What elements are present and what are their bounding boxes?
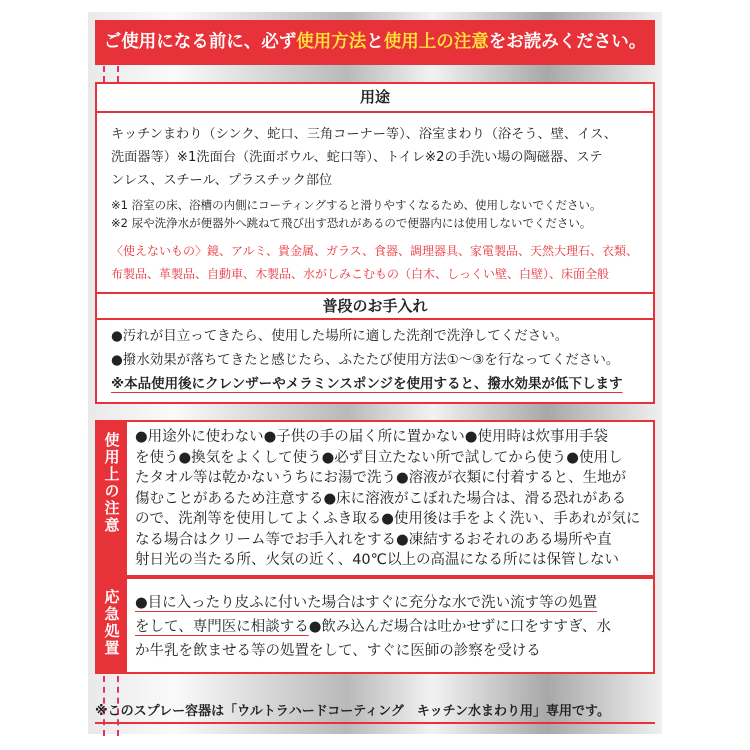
uses-line: ンレス、スチール、プラスチック部位: [111, 173, 333, 188]
uses-section: [97, 113, 653, 286]
banner-text: をお読みください。: [488, 32, 647, 52]
precaution-line: なる場合はクリーム等でお手入れをする●凍結するおそれのある場所や直: [135, 531, 612, 548]
banner-text: ご使用になる前に、必ず: [103, 32, 297, 52]
first-aid-label: 応急処置: [97, 579, 127, 672]
first-aid-line: ●目に入ったり皮ふに付いた場合はすぐに充分な水で洗い流す等の処置: [135, 595, 598, 611]
precaution-line: たタオル等は乾かないうちにお湯で洗う●溶液が衣類に付着すると、生地が: [135, 470, 627, 486]
uses-and-care-box: [95, 82, 655, 404]
not-usable-line: 布製品、革製品、自動車、木製品、水がしみこむもの（白木、しっくい壁、白壁）、床面全般: [111, 267, 610, 281]
container-notice: ※このスプレー容器は「ウルトラハードコーティング キッチン水まわり用」専用です。: [95, 700, 655, 724]
first-aid-box: [95, 577, 655, 674]
precaution-line: を使う●換気をよくして使う●必ず目立たない所で試してから使う●使用し: [135, 449, 623, 466]
banner-highlight-precautions: 使用上の注意: [383, 32, 489, 52]
banner-text: と: [366, 32, 384, 52]
care-warning: ※本品使用後にクレンザーやメラミンスポンジを使用すると、撥水効果が低下します: [111, 376, 623, 392]
precautions-box: [95, 420, 655, 577]
uses-line: 洗面器等）※1洗面台（洗面ボウル、蛇口等）、トイレ※2の手洗い場の陶磁器、ステ: [111, 150, 603, 165]
precaution-line: 射日光の当たる所、火気の近く、40℃以上の高温になる所には保管しない: [135, 552, 619, 568]
first-aid-underlined: をして、専門医に相談する: [135, 619, 309, 635]
precaution-line: 傷むことがあるため注意する●床に溶液がこぼれた場合は、滑る恐れがある: [135, 490, 627, 507]
not-usable-line: 〈使えないもの〉鏡、アルミ、貴金属、ガラス、食器、調理器具、家電製品、天然大理石、衣類、: [111, 244, 639, 258]
precautions-text: [135, 427, 649, 571]
dashed-guide: [103, 66, 105, 82]
warning-banner: [95, 20, 655, 65]
banner-highlight-usage: 使用方法: [296, 32, 367, 52]
uses-note: ※1 浴室の床、浴槽の内側にコーティングすると滑りやすくなるため、使用しないでください。: [111, 198, 602, 212]
uses-note: ※2 尿や洗浄水が便器外へ跳ねて飛び出す恐れがあるので便器内には使用しないでください。: [111, 216, 592, 230]
care-section: [111, 324, 623, 396]
precautions-label: 使用上の注意: [97, 422, 127, 575]
precaution-line: ●用途外に使わない●子供の手の届く所に置かない●使用時は炊事用手袋: [135, 429, 608, 445]
first-aid-line: ●飲み込んだ場合は吐かせずに口をすすぎ、水: [308, 619, 611, 635]
care-line: ●汚れが目立ってきたら、使用した場所に適した洗剤で洗浄してください。: [111, 328, 569, 344]
first-aid-text: [135, 591, 649, 663]
care-heading: 普段のお手入れ: [97, 292, 653, 320]
precaution-line: ので、洗剤等を使用してよくふき取る●使用後は手をよく洗い、手あれが気に: [135, 511, 641, 527]
dashed-guide: [117, 66, 119, 82]
uses-heading: 用途: [97, 84, 653, 113]
care-line: ●撥水効果が落ちてきたと感じたら、ふたたび使用方法①〜③を行なってください。: [111, 352, 620, 368]
uses-line: キッチンまわり（シンク、蛇口、三角コーナー等）、浴室まわり（浴そう、壁、イス、: [111, 127, 617, 142]
first-aid-line: か牛乳を飲ませる等の処置をして、すぐに医師の診察を受ける: [135, 643, 541, 659]
